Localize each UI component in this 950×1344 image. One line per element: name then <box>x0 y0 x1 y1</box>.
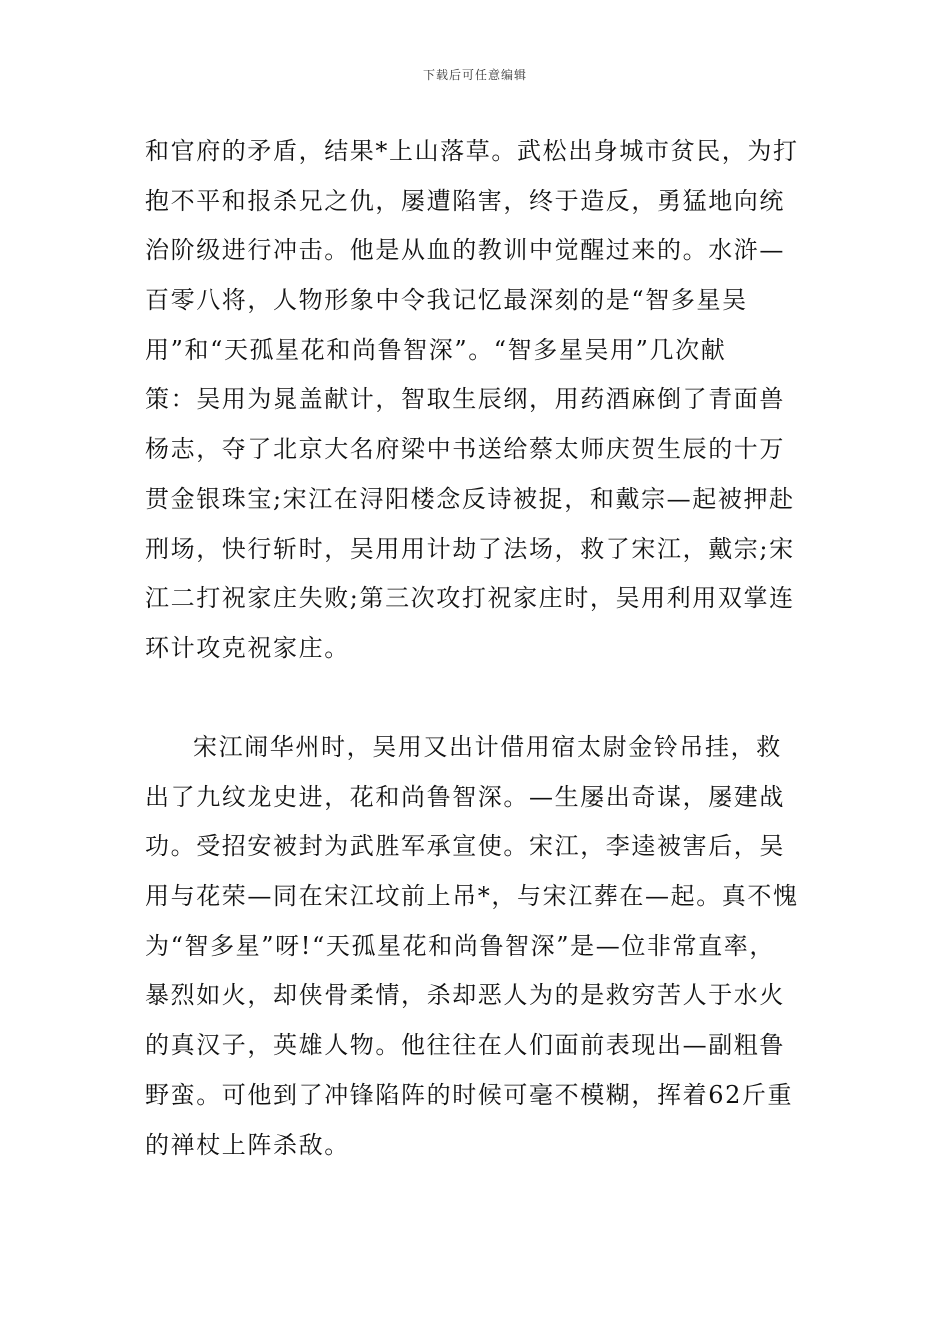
paragraph-2 <box>145 723 815 1170</box>
paragraph-line: 野蛮。可他到了冲锋陷阵的时候可毫不模糊，挥着62斤重 <box>145 1080 794 1109</box>
paragraph-line: 江二打祝家庄失败;第三次攻打祝家庄时，吴用利用双掌连 <box>145 584 795 613</box>
paragraph-line: 出了九纹龙史进，花和尚鲁智深。—生屡出奇谋，屡建战 <box>145 782 785 811</box>
paragraph-line: 环计攻克祝家庄。 <box>145 633 350 662</box>
paragraph-line: 宋江闹华州时，吴用又出计借用宿太尉金铃吊挂，救 <box>193 733 782 761</box>
page-header: 下载后可任意编辑 <box>422 68 527 82</box>
paragraph-line: 抱不平和报杀兄之仇，屡遭陷害，终于造反，勇猛地向统 <box>145 186 785 215</box>
paragraph-line: 功。受招安被封为武胜军承宣使。宋江，李逵被害后，吴 <box>145 832 785 861</box>
paragraph-line: 杨志，夺了北京大名府梁中书送给蔡太师庆贺生辰的十万 <box>145 435 785 464</box>
paragraph-line: 策：吴用为晁盖献计，智取生辰纲，用药酒麻倒了青面兽 <box>145 385 785 414</box>
paragraph-line: 暴烈如火，却侠骨柔情，杀却恶人为的是救穷苦人于水火 <box>145 981 785 1010</box>
paragraph-line: 的真汉子，英雄人物。他往往在人们面前表现出—副粗鲁 <box>145 1031 785 1060</box>
paragraph-line: 百零八将，人物形象中令我记忆最深刻的是“智多星吴 <box>145 286 748 315</box>
paragraph-line: 刑场，快行斩时，吴用用计劫了法场，救了宋江，戴宗;宋 <box>145 534 795 563</box>
paragraph-line: 为“智多星”呀!“天孤星花和尚鲁智深”是—位非常直率， <box>145 931 775 960</box>
paragraph-line: 贯金银珠宝;宋江在浔阳楼念反诗被捉，和戴宗—起被押赴 <box>145 484 795 513</box>
paragraph-line: 用”和“天孤星花和尚鲁智深”。“智多星吴用”几次献 <box>145 335 727 364</box>
paragraph-line: 用与花荣—同在宋江坟前上吊*，与宋江葬在—起。真不愧 <box>145 882 799 911</box>
paragraph-line: 治阶级进行冲击。他是从血的教训中觉醒过来的。水浒— <box>145 236 785 265</box>
paragraph-line: 和官府的矛盾，结果*上山落草。武松出身城市贫民，为打 <box>145 137 799 165</box>
paragraph-1 <box>145 127 815 674</box>
paragraph-line: 的禅杖上阵杀敌。 <box>145 1130 350 1159</box>
